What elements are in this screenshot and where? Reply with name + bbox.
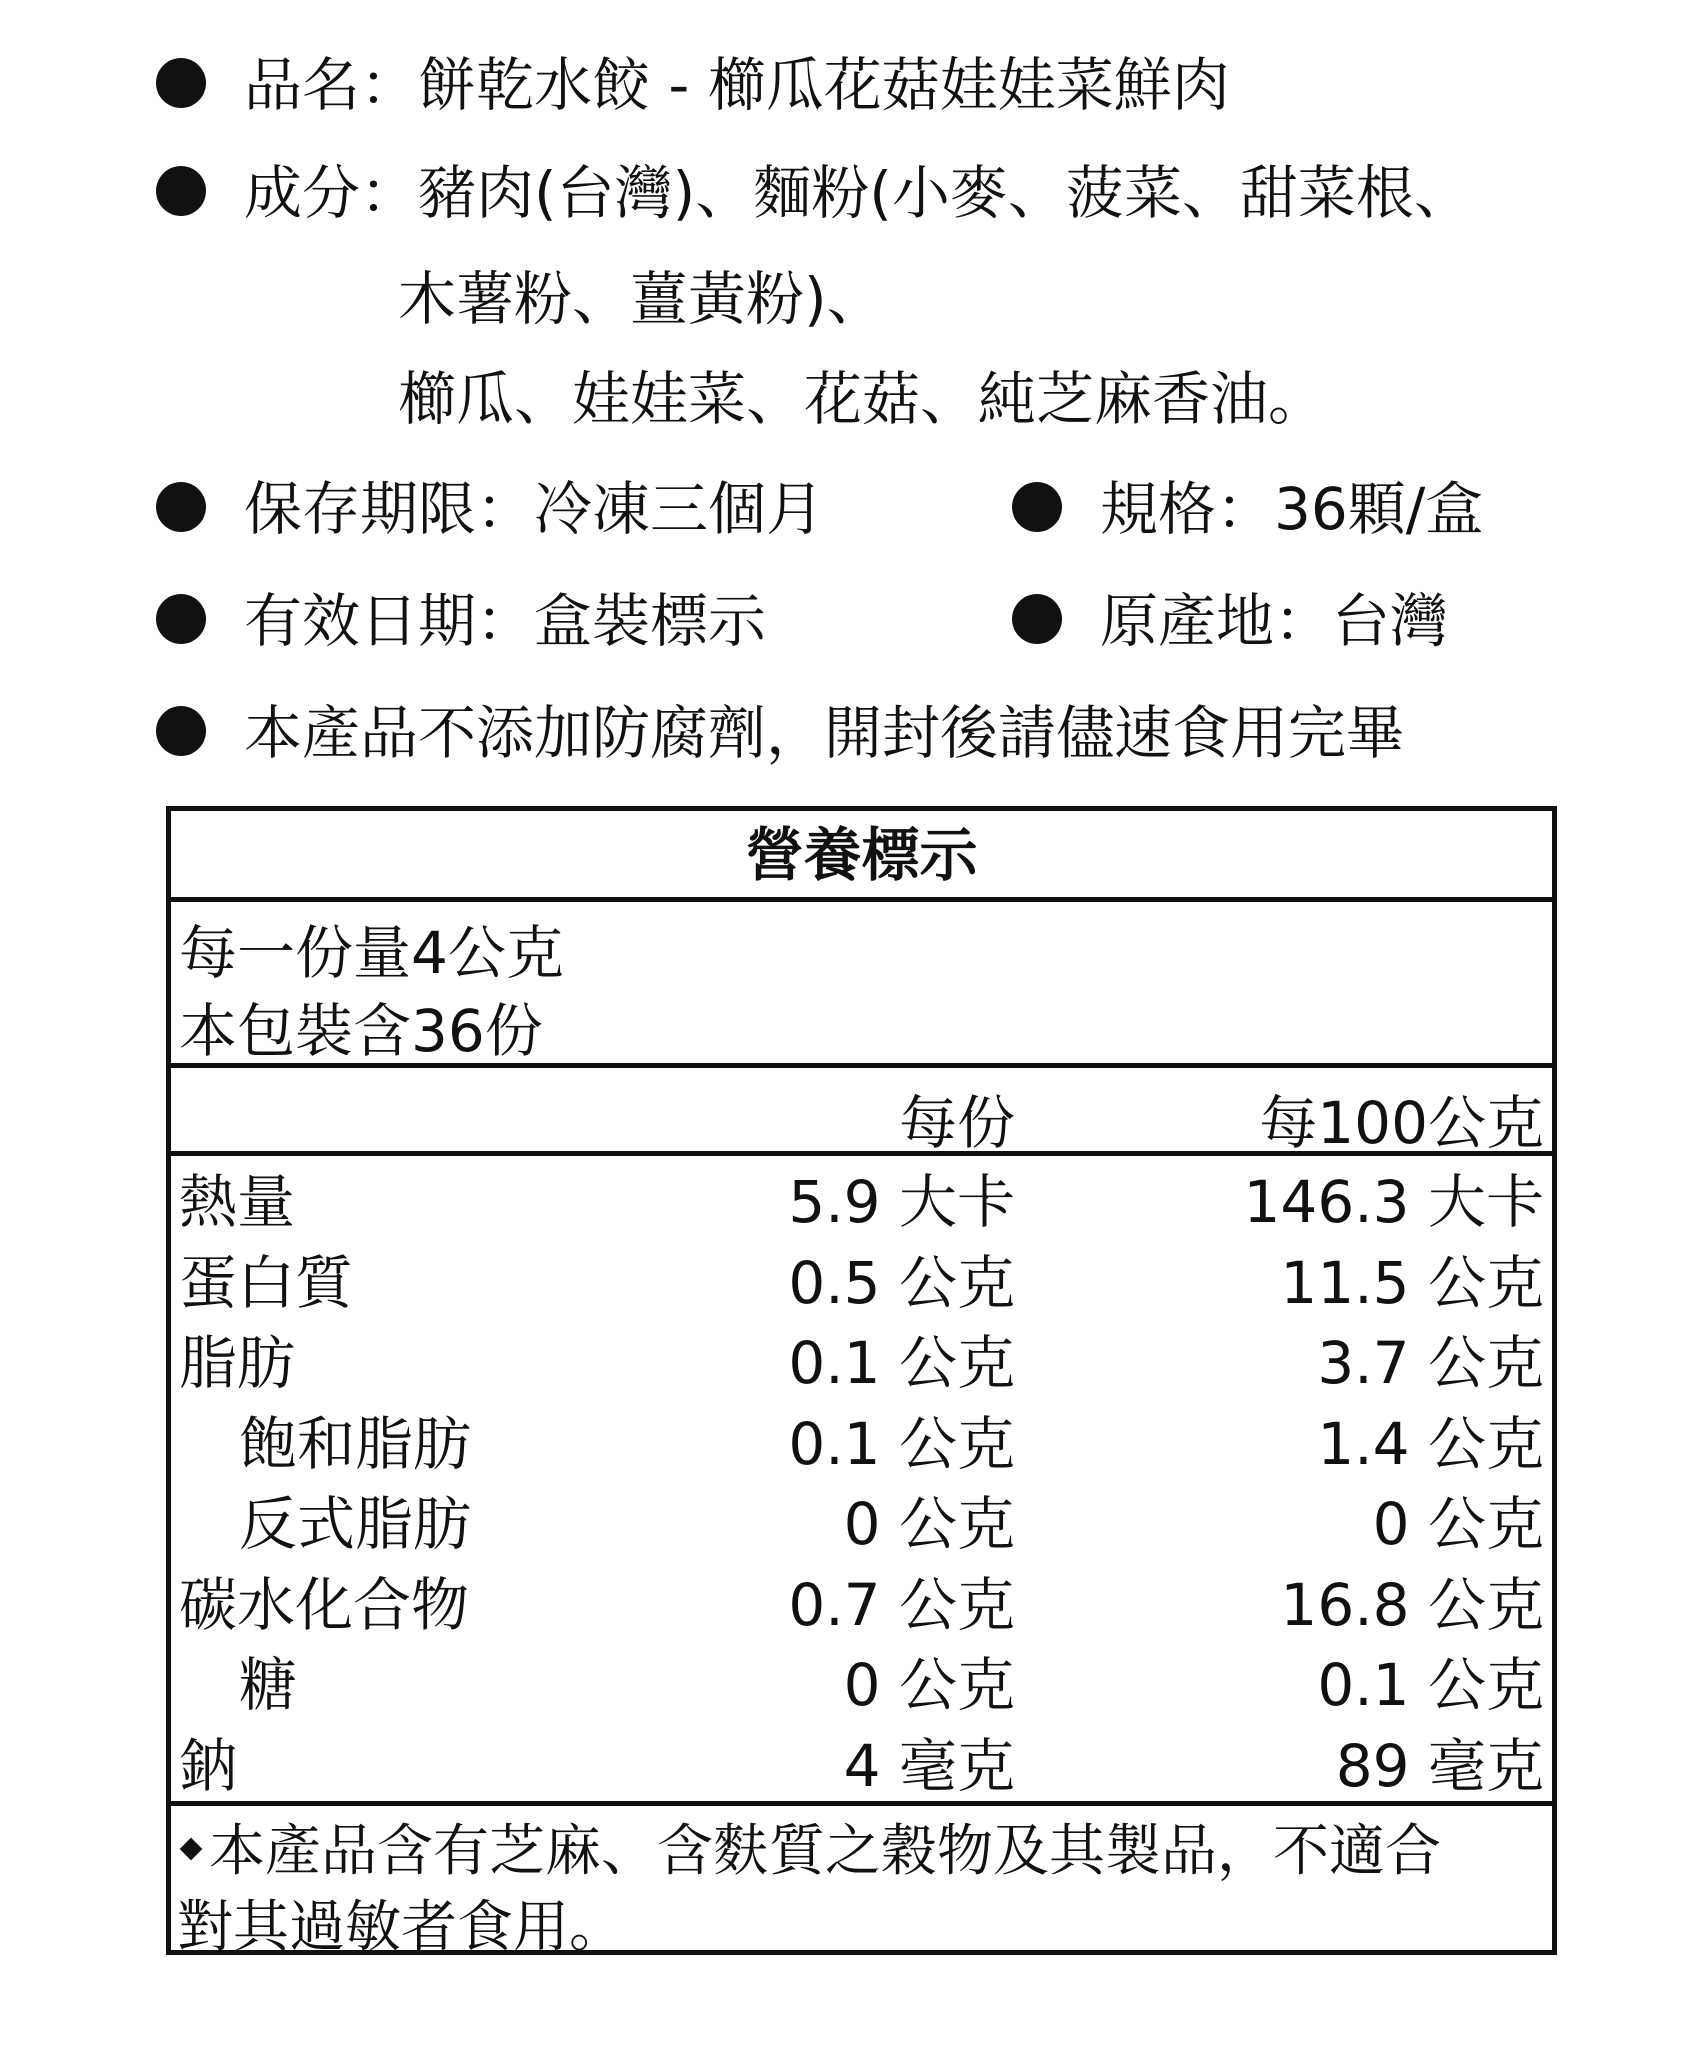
allergen-text: 本產品含有芝麻、含麩質之穀物及其製品，不適合 — [209, 1819, 1441, 1884]
nutrient-row-trans-fat — [171, 1484, 1552, 1565]
servings-per-package: 本包裝含36份 — [179, 997, 543, 1065]
nutrient-row-protein — [171, 1243, 1552, 1324]
serving-size: 每一份量4公克 — [179, 919, 564, 987]
nutrient-name: 熱量 — [179, 1168, 296, 1236]
nutrient-row-sugar — [171, 1645, 1552, 1726]
bullet-icon — [156, 482, 206, 532]
serving-info — [171, 902, 1552, 1068]
shelf-life: 保存期限：冷凍三個月 — [244, 475, 825, 543]
origin-line — [1012, 587, 1449, 655]
per-serving-value: 0.5 公克 — [788, 1248, 1015, 1317]
per-serving-value: 0.1 公克 — [788, 1329, 1015, 1397]
nutrition-title: 營養標示 — [171, 811, 1552, 902]
per-100g-value: 1.4 公克 — [1317, 1409, 1544, 1478]
bullet-icon — [1012, 482, 1062, 532]
per-100g-value: 3.7 公克 — [1317, 1329, 1544, 1397]
bullet-icon — [1012, 594, 1062, 644]
product-name: 品名：餅乾水餃 - 櫛瓜花菇娃娃菜鮮肉 — [244, 51, 1230, 119]
expiry-line — [156, 587, 767, 655]
preservative-note: 本產品不添加防腐劑，開封後請儘速食用完畢 — [244, 699, 1405, 767]
nutrition-facts-table — [166, 806, 1557, 1960]
shelf-life-line — [156, 475, 825, 543]
ingredients-line — [156, 159, 1472, 227]
per-100g-value: 0.1 公克 — [1317, 1651, 1544, 1719]
diamond-bullet-icon — [180, 1838, 203, 1861]
per-serving-value: 4 毫克 — [843, 1731, 1015, 1800]
ingredients-line-3: 櫛瓜、娃娃菜、花菇、純芝麻香油。 — [398, 365, 1327, 433]
nutrient-name: 碳水化合物 — [179, 1570, 470, 1639]
per-serving-header: 每份 — [898, 1089, 1015, 1157]
ingredients-line-2: 木薯粉、薑黃粉)、 — [398, 265, 885, 333]
per-serving-value: 5.9 大卡 — [788, 1168, 1015, 1236]
spec-line — [1012, 475, 1484, 543]
per-100g-value: 11.5 公克 — [1280, 1248, 1544, 1317]
per-100g-value: 0 公克 — [1372, 1490, 1544, 1558]
bullet-icon — [156, 706, 206, 756]
origin: 原產地：台灣 — [1100, 587, 1449, 655]
nutrient-row-energy — [171, 1162, 1552, 1243]
nutrient-row-sodium — [171, 1726, 1552, 1807]
allergen-line-1 — [177, 1814, 1540, 1890]
per-100g-value: 89 毫克 — [1335, 1731, 1544, 1800]
allergen-notice — [171, 1806, 1552, 1966]
nutrient-row-saturated-fat — [171, 1404, 1552, 1485]
nutrition-column-header — [171, 1068, 1552, 1156]
preservative-note-line — [156, 699, 1405, 767]
nutrient-row-carbohydrate — [171, 1565, 1552, 1646]
product-name-line — [156, 51, 1230, 119]
bullet-icon — [156, 58, 206, 108]
nutrient-row-fat — [171, 1323, 1552, 1404]
spec: 規格：36顆/盒 — [1100, 475, 1484, 543]
per-100g-value: 146.3 大卡 — [1243, 1168, 1544, 1236]
nutrient-rows — [171, 1156, 1552, 1806]
nutrient-name: 蛋白質 — [179, 1248, 354, 1317]
allergen-line-2: 對其過敏者食用。 — [177, 1895, 625, 1960]
nutrient-name: 反式脂肪 — [239, 1490, 472, 1558]
expiry: 有效日期：盒裝標示 — [244, 587, 767, 655]
nutrient-name: 脂肪 — [179, 1329, 296, 1397]
bullet-icon — [156, 166, 206, 216]
per-serving-value: 0 公克 — [843, 1490, 1015, 1558]
per-serving-value: 0 公克 — [843, 1651, 1015, 1719]
nutrient-name: 糖 — [239, 1651, 298, 1719]
bullet-icon — [156, 594, 206, 644]
per-serving-value: 0.1 公克 — [788, 1409, 1015, 1478]
per-100g-value: 16.8 公克 — [1280, 1570, 1544, 1639]
per-serving-value: 0.7 公克 — [788, 1570, 1015, 1639]
per-100g-header: 每100公克 — [1259, 1089, 1544, 1157]
nutrient-name: 飽和脂肪 — [239, 1409, 472, 1478]
nutrient-name: 鈉 — [179, 1731, 238, 1800]
ingredients-text: 成分：豬肉(台灣)、麵粉(小麥、菠菜、甜菜根、 — [244, 159, 1472, 227]
